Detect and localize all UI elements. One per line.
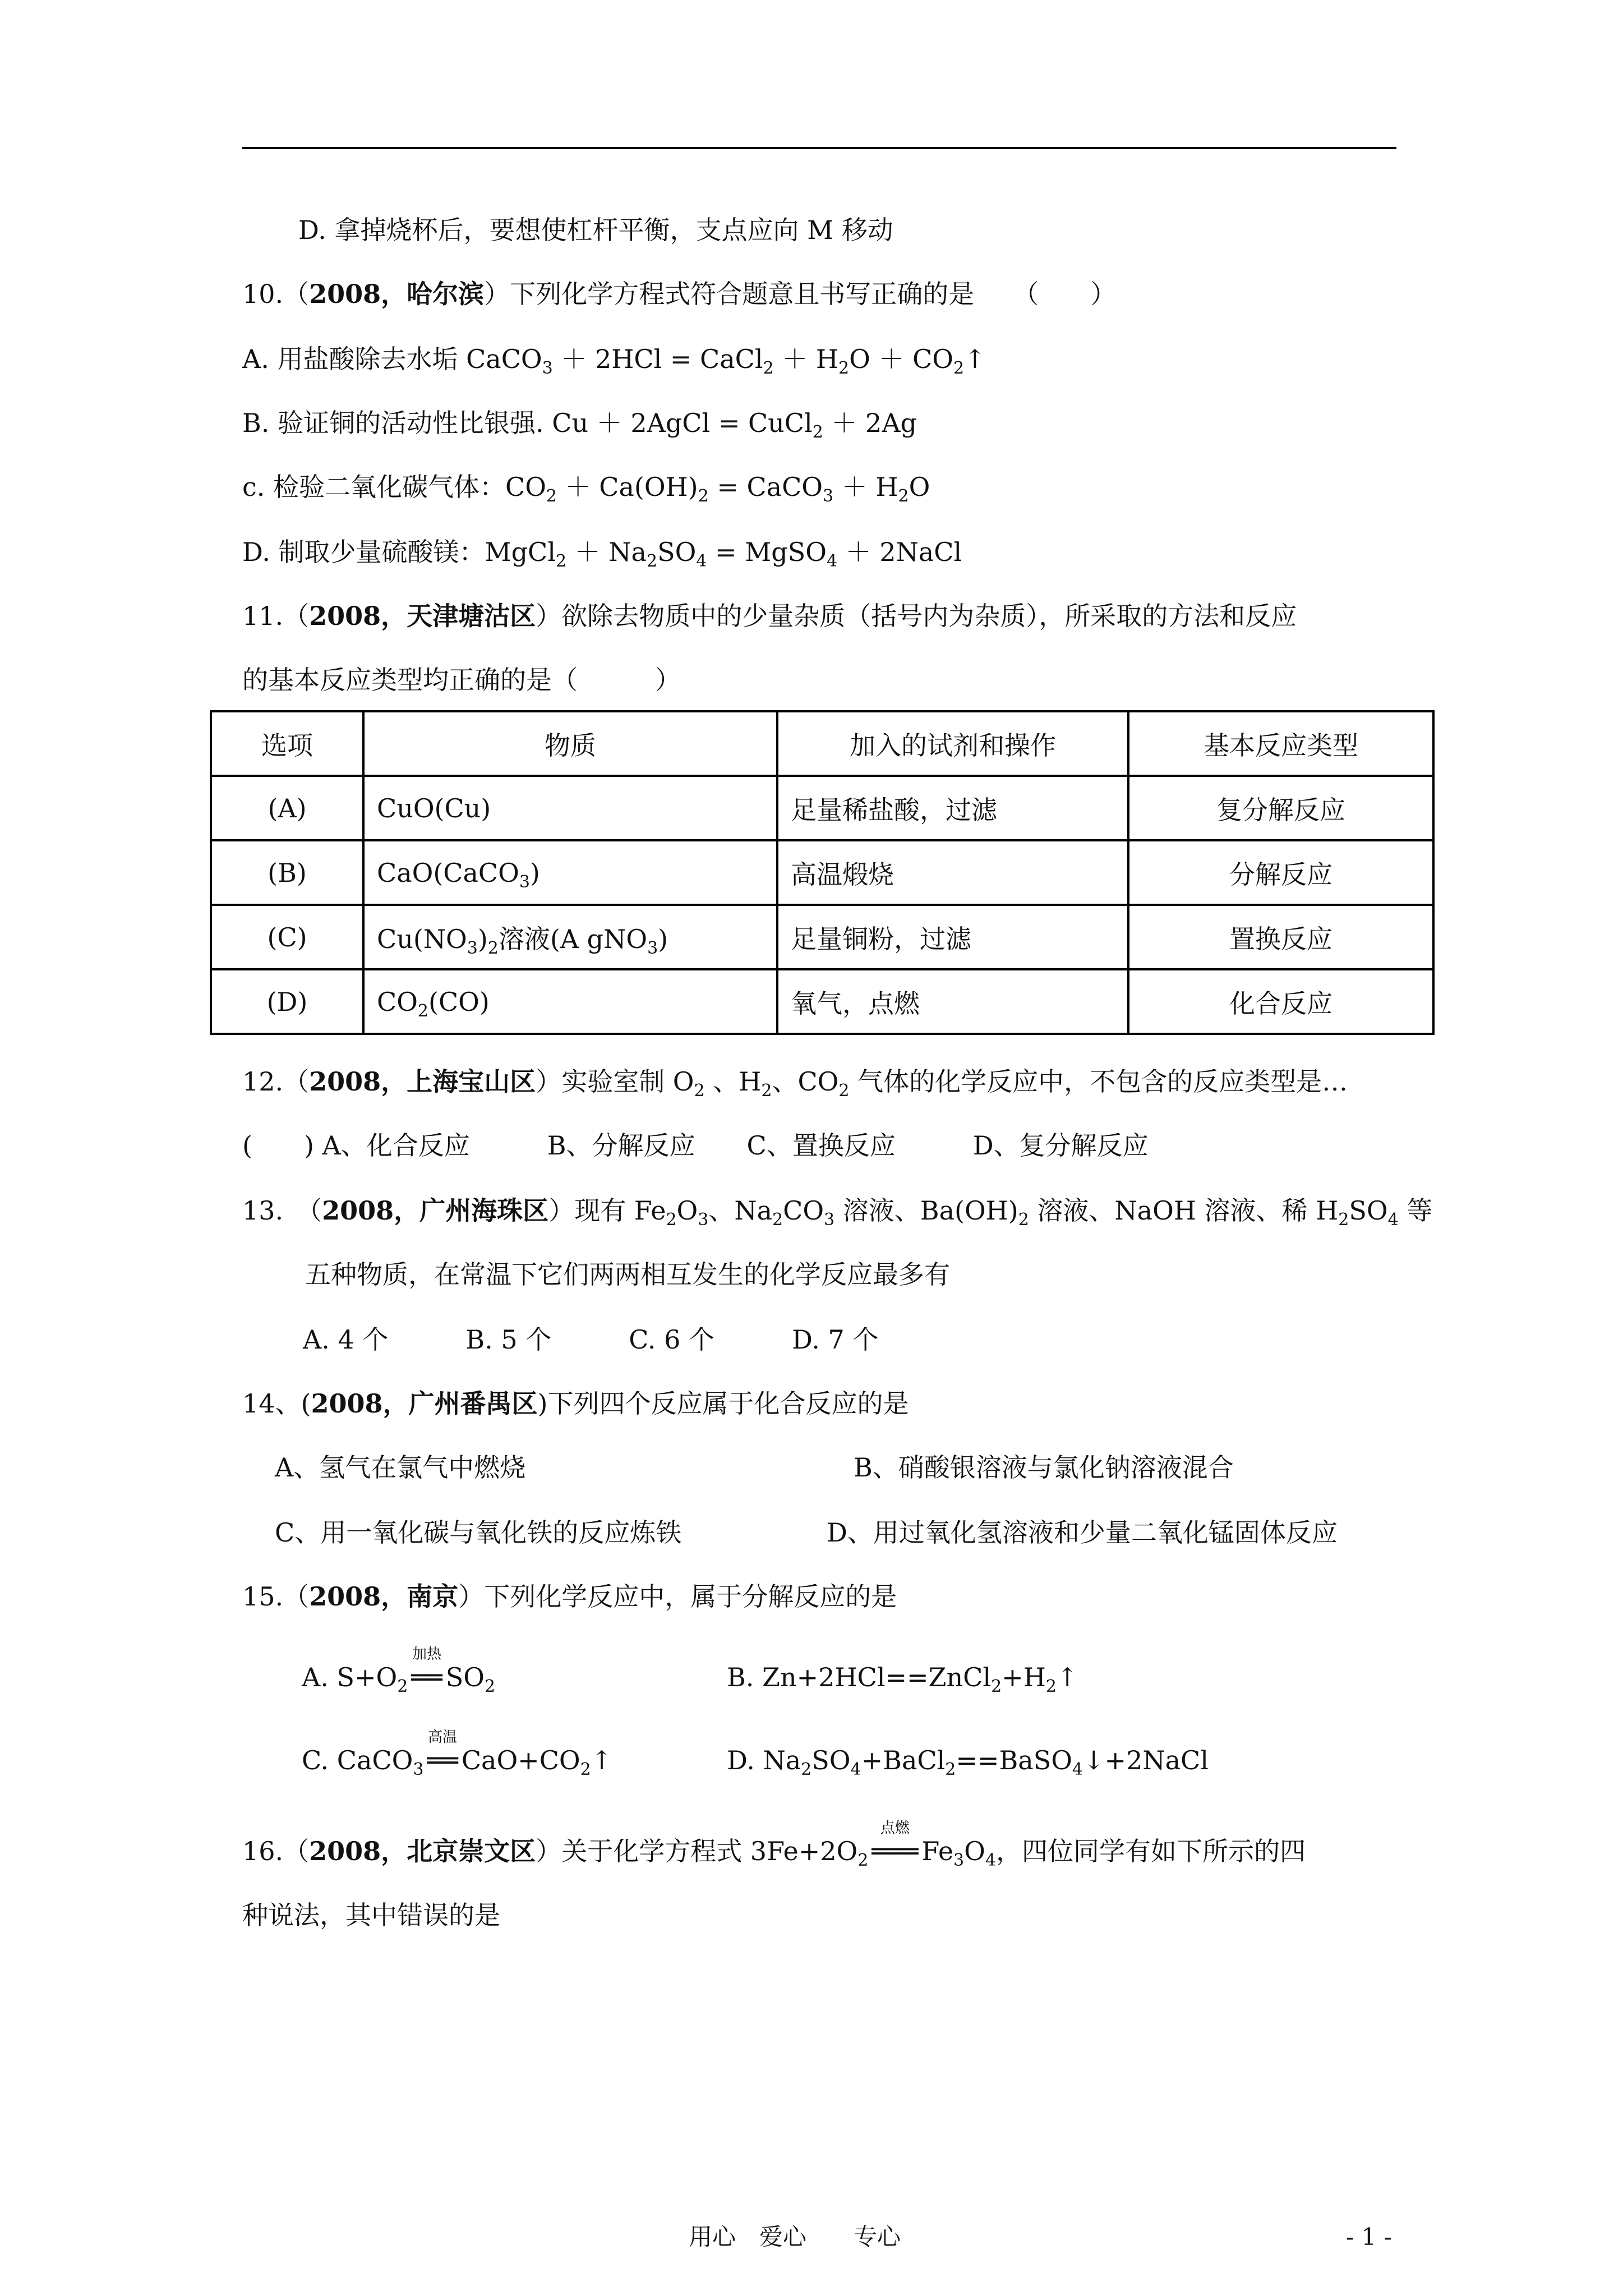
header-reagent: 加入的试剂和操作 (777, 711, 1128, 776)
q10-option-a: A. 用盐酸除去水垢 CaCO$_3$ ＋ 2HCl = CaCl$_2$ ＋ $H_2O$ ＋ $CO_2↑$ (242, 344, 986, 378)
row-reaction-type: 化合反应 (1128, 969, 1433, 1034)
footer-motto: 用心 爱心 专心 (689, 2223, 901, 2251)
q14-option-d: D、用过氧化氢溶液和少量二氧化锰固体反应 (827, 1517, 1338, 1548)
condition-heat: 加热 ══ (411, 1646, 442, 1692)
q11-stem-line2: 的基本反应类型均正确的是（ ） (242, 665, 681, 695)
q14-stem: 14、(2008，广州番禺区)下列四个反应属于化合反应的是 (242, 1388, 909, 1419)
q13-options: A. 4 个 B. 5 个 C. 6 个 D. 7 个 (303, 1324, 879, 1355)
header-option: 选项 (211, 711, 363, 776)
table-row (211, 969, 1433, 1034)
table-row (211, 905, 1433, 969)
row-reaction-type: 复分解反应 (1128, 776, 1433, 840)
row-reagent: 氧气，点燃 (777, 969, 1128, 1034)
q10-option-b: B. 验证铜的活动性比银强. Cu ＋ 2AgCl = CuCl$_2$ ＋ 2Ag (242, 408, 917, 442)
q14-option-b: B、硝酸银溶液与氯化钠溶液混合 (854, 1452, 1234, 1483)
row-option: (D) (211, 969, 363, 1034)
row-reaction-type: 置换反应 (1128, 905, 1433, 969)
row-reagent: 足量铜粉，过滤 (777, 905, 1128, 969)
q10-option-d: D. 制取少量硫酸镁：MgCl$_2$ ＋ $Na_2SO_4$ = MgSO$_4$ ＋ 2NaCl (242, 537, 962, 571)
q15-option-b: B. $Zn+2HCl==ZnCl_2+H_2↑$ (727, 1662, 1078, 1696)
table-row (211, 776, 1433, 840)
condition-ignite: 点燃 ═══ (872, 1820, 919, 1866)
q9-option-d: D. 拿掉烧杯后，要想使杠杆平衡，支点应向 M 移动 (298, 215, 893, 245)
row-reaction-type: 分解反应 (1128, 840, 1433, 905)
q13-stem: 13. （2008，广州海珠区）现有 $Fe_2O_3$、$Na_2CO_3$ 溶液、$Ba(OH)_2$ 溶液、NaOH 溶液、稀 $H_2SO_4$ 等 (242, 1195, 1433, 1230)
row-substance: $Cu(NO_3)_2$溶液(A gNO$_3$) (363, 905, 777, 969)
q10-stem: 10.（2008，哈尔滨）下列化学方程式符合题意且书写正确的是 （ ） (242, 279, 1117, 309)
q14-option-a: A、氢气在氯气中燃烧 (275, 1452, 526, 1483)
row-reagent: 高温煅烧 (777, 840, 1128, 905)
row-reagent: 足量稀盐酸，过滤 (777, 776, 1128, 840)
q11-table (210, 710, 1435, 1035)
row-substance: CaO(CaCO$_3$) (363, 840, 777, 905)
q12-stem: 12.（2008，上海宝山区）实验室制 $O_2$ 、$H_2$、$CO_2$ 气体的化学反应中，不包含的反应类型是… (242, 1066, 1348, 1101)
q16-stem-line2: 种说法，其中错误的是 (242, 1900, 500, 1930)
table-row (211, 840, 1433, 905)
q15-option-d: D. $Na_2SO_4+BaCl_2==BaSO_4↓+2NaCl$ (727, 1745, 1209, 1779)
condition-high-temp: 高温 ══ (427, 1729, 458, 1775)
row-substance: $CO_2(CO)$ (363, 969, 777, 1034)
header-reaction-type: 基本反应类型 (1128, 711, 1433, 776)
header-substance: 物质 (363, 711, 777, 776)
row-option: (B) (211, 840, 363, 905)
q15-stem: 15.（2008，南京）下列化学反应中，属于分解反应的是 (242, 1581, 897, 1612)
table-header-row (211, 711, 1433, 776)
row-option: (A) (211, 776, 363, 840)
q15-option-a: A. $S+O_2$ 加热 ══ $SO_2$ (302, 1646, 496, 1696)
q12-options: ( ) A、化合反应 B、分解反应 C、置换反应 D、复分解反应 (242, 1130, 1149, 1161)
q15-option-c: C. CaCO$_3$ 高温 ══ $CaO+CO_2↑$ (302, 1729, 613, 1779)
q10-option-c: c. 检验二氧化碳气体：$CO_2 + Ca(OH)_2$ = CaCO$_3$ ＋ $H_2O$ (242, 472, 930, 506)
q16-stem: 16.（2008，北京崇文区）关于化学方程式 $3Fe+2O_2$ 点燃 ═══ $Fe_3O_4$，四位同学有如下所示的四 (242, 1820, 1306, 1870)
row-substance: CuO(Cu) (363, 776, 777, 840)
q13-stem-line2: 五种物质，在常温下它们两两相互发生的化学反应最多有 (305, 1259, 950, 1290)
header-rule (242, 147, 1396, 149)
row-option: (C) (211, 905, 363, 969)
q14-option-c: C、用一氧化碳与氧化铁的反应炼铁 (275, 1517, 682, 1548)
q11-stem: 11.（2008，天津塘沽区）欲除去物质中的少量杂质（括号内为杂质），所采取的方法和反应 (242, 601, 1297, 631)
page-number: - 1 - (1346, 2223, 1392, 2251)
